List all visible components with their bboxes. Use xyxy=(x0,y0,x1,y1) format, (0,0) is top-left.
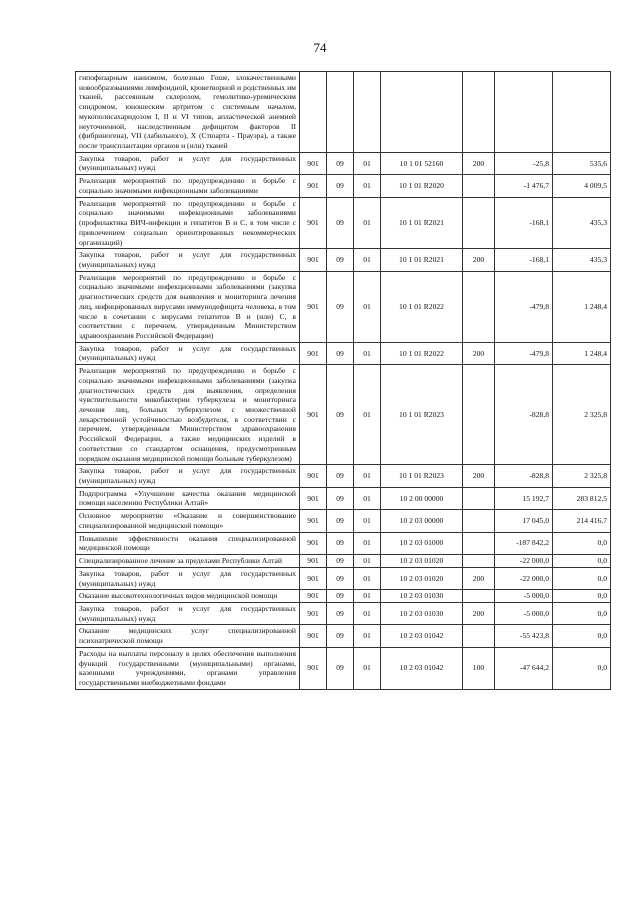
section-code-cell: 09 xyxy=(327,510,354,532)
item-name-cell: Закупка товаров, работ и услуг для государственных (муниципальных) нужд xyxy=(76,567,300,589)
total-amount-cell: 0,0 xyxy=(553,532,611,554)
change-amount-cell: -22 000,0 xyxy=(495,555,553,568)
grbs-code-cell: 901 xyxy=(300,555,327,568)
table-row xyxy=(76,197,611,249)
total-amount-cell: 0,0 xyxy=(553,602,611,624)
section-code-cell: 09 xyxy=(327,271,354,342)
item-name-cell: Подпрограмма «Улучшение качества оказания медицинской помощи населению Республики Алтай» xyxy=(76,487,300,509)
subsection-code-cell: 01 xyxy=(354,175,381,197)
item-name-cell: Реализация мероприятий по предупреждению и борьбе с социально значимыми инфекционными заболеваниями (профилактика ВИЧ-инфекции и гепатитов В и С, в том числе с привлечением социально ориентированных некоммерческих организаций) xyxy=(76,197,300,249)
section-code-cell: 09 xyxy=(327,555,354,568)
section-code-cell: 09 xyxy=(327,365,354,465)
target-article-cell: 10 1 01 R2022 xyxy=(381,342,463,364)
expense-type-cell xyxy=(463,197,495,249)
section-code-cell: 09 xyxy=(327,249,354,271)
item-name-cell: Закупка товаров, работ и услуг для государственных (муниципальных) нужд xyxy=(76,249,300,271)
grbs-code-cell: 901 xyxy=(300,249,327,271)
target-article-cell xyxy=(381,72,463,153)
total-amount-cell: 0,0 xyxy=(553,647,611,689)
target-article-cell: 10 2 03 01030 xyxy=(381,590,463,603)
target-article-cell: 10 2 03 01020 xyxy=(381,567,463,589)
target-article-cell: 10 2 03 01020 xyxy=(381,555,463,568)
expense-type-cell: 100 xyxy=(463,647,495,689)
grbs-code-cell: 901 xyxy=(300,152,327,174)
section-code-cell: 09 xyxy=(327,602,354,624)
item-name-cell: Реализация мероприятий по предупреждению и борьбе с социально значимыми инфекционными заболеваниями xyxy=(76,175,300,197)
table-row xyxy=(76,602,611,624)
grbs-code-cell: 901 xyxy=(300,625,327,647)
target-article-cell: 10 1 01 52160 xyxy=(381,152,463,174)
table-row xyxy=(76,152,611,174)
table-row xyxy=(76,647,611,689)
table-row xyxy=(76,487,611,509)
subsection-code-cell: 01 xyxy=(354,602,381,624)
budget-table xyxy=(75,71,611,690)
target-article-cell: 10 2 03 01042 xyxy=(381,647,463,689)
change-amount-cell: -479,8 xyxy=(495,342,553,364)
expense-type-cell xyxy=(463,72,495,153)
subsection-code-cell: 01 xyxy=(354,152,381,174)
table-row xyxy=(76,590,611,603)
section-code-cell: 09 xyxy=(327,487,354,509)
table-row xyxy=(76,249,611,271)
item-name-cell: Расходы на выплаты персоналу в целях обеспечения выполнения функций государственными (муниципальными) органами, казенными учреждениями, органами управления государственными внебюджетными фондами xyxy=(76,647,300,689)
change-amount-cell: -47 644,2 xyxy=(495,647,553,689)
subsection-code-cell: 01 xyxy=(354,647,381,689)
expense-type-cell: 200 xyxy=(463,152,495,174)
subsection-code-cell: 01 xyxy=(354,465,381,487)
target-article-cell: 10 2 03 01042 xyxy=(381,625,463,647)
section-code-cell: 09 xyxy=(327,625,354,647)
grbs-code-cell: 901 xyxy=(300,342,327,364)
change-amount-cell: 17 045,0 xyxy=(495,510,553,532)
expense-type-cell: 200 xyxy=(463,342,495,364)
grbs-code-cell: 901 xyxy=(300,647,327,689)
change-amount-cell: -55 423,8 xyxy=(495,625,553,647)
total-amount-cell: 1 248,4 xyxy=(553,271,611,342)
expense-type-cell xyxy=(463,555,495,568)
total-amount-cell: 0,0 xyxy=(553,567,611,589)
table-row xyxy=(76,532,611,554)
item-name-cell: Реализация мероприятий по предупреждению и борьбе с социально значимыми инфекционными заболеваниями (закупка диагностических средств для выявления и мониторинга лечения лиц, инфицированных вирусами иммунодефицита человека, в том числе в сочетании с вирусами гепатитов В и (или) С, в соответствии с перечнем, утвержденным Министерством здравоохранения Российской Федерации) xyxy=(76,271,300,342)
subsection-code-cell: 01 xyxy=(354,271,381,342)
section-code-cell: 09 xyxy=(327,465,354,487)
change-amount-cell: -5 000,0 xyxy=(495,602,553,624)
total-amount-cell: 1 248,4 xyxy=(553,342,611,364)
section-code-cell: 09 xyxy=(327,647,354,689)
total-amount-cell: 435,3 xyxy=(553,197,611,249)
page-number: 74 xyxy=(313,40,327,55)
total-amount-cell: 0,0 xyxy=(553,590,611,603)
total-amount-cell: 2 325,8 xyxy=(553,365,611,465)
subsection-code-cell: 01 xyxy=(354,625,381,647)
change-amount-cell: -5 000,0 xyxy=(495,590,553,603)
expense-type-cell xyxy=(463,487,495,509)
subsection-code-cell: 01 xyxy=(354,532,381,554)
change-amount-cell xyxy=(495,72,553,153)
subsection-code-cell: 01 xyxy=(354,249,381,271)
total-amount-cell: 283 812,5 xyxy=(553,487,611,509)
grbs-code-cell: 901 xyxy=(300,365,327,465)
target-article-cell: 10 1 01 R2020 xyxy=(381,175,463,197)
item-name-cell: Оказание медицинских услуг специализированной психиатрической помощи xyxy=(76,625,300,647)
change-amount-cell: -22 000,0 xyxy=(495,567,553,589)
subsection-code-cell: 01 xyxy=(354,590,381,603)
grbs-code-cell: 901 xyxy=(300,567,327,589)
budget-table-body xyxy=(76,72,611,690)
change-amount-cell: -187 842,2 xyxy=(495,532,553,554)
subsection-code-cell xyxy=(354,72,381,153)
expense-type-cell xyxy=(463,590,495,603)
subsection-code-cell: 01 xyxy=(354,567,381,589)
section-code-cell: 09 xyxy=(327,567,354,589)
expense-type-cell: 200 xyxy=(463,567,495,589)
grbs-code-cell: 901 xyxy=(300,271,327,342)
change-amount-cell: -168,1 xyxy=(495,197,553,249)
total-amount-cell: 2 325,8 xyxy=(553,465,611,487)
target-article-cell: 10 2 03 00000 xyxy=(381,510,463,532)
item-name-cell: Закупка товаров, работ и услуг для государственных (муниципальных) нужд xyxy=(76,602,300,624)
table-row xyxy=(76,510,611,532)
expense-type-cell xyxy=(463,625,495,647)
target-article-cell: 10 1 01 R2023 xyxy=(381,365,463,465)
section-code-cell: 09 xyxy=(327,152,354,174)
target-article-cell: 10 1 01 R2021 xyxy=(381,249,463,271)
subsection-code-cell: 01 xyxy=(354,197,381,249)
total-amount-cell: 4 009,5 xyxy=(553,175,611,197)
table-row xyxy=(76,625,611,647)
item-name-cell: Основное мероприятие «Оказание и совершенствование специализированной медицинской помощи» xyxy=(76,510,300,532)
table-row xyxy=(76,342,611,364)
item-name-cell: гипофизарным нанизмом, болезнью Гоше, злокачественными новообразованиями лимфоидной, кроветворной и родственных им тканей, рассеянным склерозом, гемолитико-уремическим синдромом, юношеским артритом с системным началом, мукополисахаридозом I, II и VI типов, апластической анемией неуточненной, наследственным дефицитом факторов II (фибриногена), VII (лабильного), X (Стюарта - Прауэра), а также после трансплантации органов и (или) тканей xyxy=(76,72,300,153)
expense-type-cell xyxy=(463,510,495,532)
expense-type-cell: 200 xyxy=(463,465,495,487)
section-code-cell: 09 xyxy=(327,342,354,364)
grbs-code-cell: 901 xyxy=(300,602,327,624)
section-code-cell: 09 xyxy=(327,532,354,554)
table-row xyxy=(76,465,611,487)
table-row xyxy=(76,271,611,342)
target-article-cell: 10 2 03 01000 xyxy=(381,532,463,554)
total-amount-cell: 0,0 xyxy=(553,625,611,647)
change-amount-cell: -828,8 xyxy=(495,365,553,465)
expense-type-cell xyxy=(463,365,495,465)
total-amount-cell: 435,3 xyxy=(553,249,611,271)
total-amount-cell: 0,0 xyxy=(553,555,611,568)
grbs-code-cell xyxy=(300,72,327,153)
total-amount-cell: 214 416,7 xyxy=(553,510,611,532)
subsection-code-cell: 01 xyxy=(354,365,381,465)
item-name-cell: Повышение эффективности оказания специализированной медицинской помощи xyxy=(76,532,300,554)
change-amount-cell: -25,8 xyxy=(495,152,553,174)
item-name-cell: Специализированное лечение за пределами Республики Алтай xyxy=(76,555,300,568)
item-name-cell: Закупка товаров, работ и услуг для государственных (муниципальных) нужд xyxy=(76,152,300,174)
subsection-code-cell: 01 xyxy=(354,342,381,364)
section-code-cell: 09 xyxy=(327,197,354,249)
total-amount-cell xyxy=(553,72,611,153)
expense-type-cell xyxy=(463,532,495,554)
grbs-code-cell: 901 xyxy=(300,510,327,532)
subsection-code-cell: 01 xyxy=(354,510,381,532)
grbs-code-cell: 901 xyxy=(300,532,327,554)
table-row xyxy=(76,567,611,589)
change-amount-cell: -168,1 xyxy=(495,249,553,271)
grbs-code-cell: 901 xyxy=(300,175,327,197)
change-amount-cell: 15 192,7 xyxy=(495,487,553,509)
table-row xyxy=(76,555,611,568)
item-name-cell: Оказание высокотехнологичных видов медицинской помощи xyxy=(76,590,300,603)
total-amount-cell: 535,6 xyxy=(553,152,611,174)
change-amount-cell: -828,8 xyxy=(495,465,553,487)
expense-type-cell xyxy=(463,271,495,342)
table-row xyxy=(76,72,611,153)
change-amount-cell: -479,8 xyxy=(495,271,553,342)
subsection-code-cell: 01 xyxy=(354,555,381,568)
table-row xyxy=(76,365,611,465)
grbs-code-cell: 901 xyxy=(300,465,327,487)
target-article-cell: 10 2 00 00000 xyxy=(381,487,463,509)
expense-type-cell: 200 xyxy=(463,602,495,624)
target-article-cell: 10 1 01 R2023 xyxy=(381,465,463,487)
subsection-code-cell: 01 xyxy=(354,487,381,509)
section-code-cell: 09 xyxy=(327,590,354,603)
grbs-code-cell: 901 xyxy=(300,197,327,249)
grbs-code-cell: 901 xyxy=(300,590,327,603)
expense-type-cell xyxy=(463,175,495,197)
item-name-cell: Реализация мероприятий по предупреждению и борьбе с социально значимыми инфекционными заболеваниями (закупка диагностических средств для выявления, определения чувствительности микобактерии туберкулеза и мониторинга лечения лиц, больных туберкулезом с множественной лекарственной устойчивостью возбудителя, в соответствии с перечнем, утвержденным Министерством здравоохранения Российской Федерации, а также медицинских изделий в соответствии со стандартом оснащения, предусмотренным порядком оказания медицинской помощи больным туберкулезом) xyxy=(76,365,300,465)
section-code-cell: 09 xyxy=(327,175,354,197)
expense-type-cell: 200 xyxy=(463,249,495,271)
change-amount-cell: -1 476,7 xyxy=(495,175,553,197)
target-article-cell: 10 1 01 R2021 xyxy=(381,197,463,249)
target-article-cell: 10 2 03 01030 xyxy=(381,602,463,624)
table-row xyxy=(76,175,611,197)
target-article-cell: 10 1 01 R2022 xyxy=(381,271,463,342)
grbs-code-cell: 901 xyxy=(300,487,327,509)
item-name-cell: Закупка товаров, работ и услуг для государственных (муниципальных) нужд xyxy=(76,342,300,364)
item-name-cell: Закупка товаров, работ и услуг для государственных (муниципальных) нужд xyxy=(76,465,300,487)
section-code-cell xyxy=(327,72,354,153)
